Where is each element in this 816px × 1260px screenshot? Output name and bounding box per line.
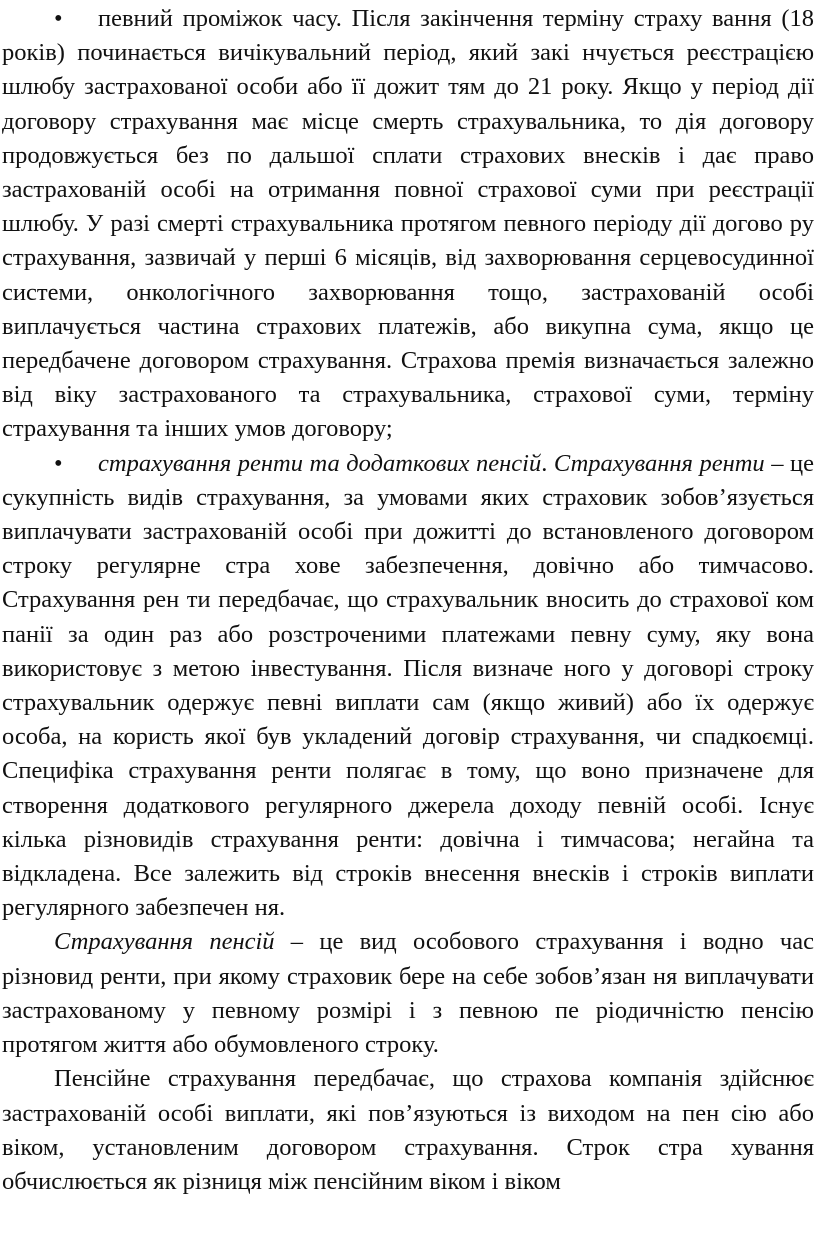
heading-separator: .: [541, 449, 554, 477]
paragraph-life-insurance-continuation: [2, 2, 814, 447]
paragraph-pension-payments: [2, 1062, 814, 1199]
document-page: [2, 2, 814, 1199]
italic-term: Страхування ренти: [553, 449, 765, 477]
italic-heading: страхування ренти та додаткових пенсій: [98, 449, 542, 477]
paragraph-text: певний проміжок часу. Після закінчення терміну страху вання (18 років) починається вичікувальний період, який закі нчується реєстрацією шлюбу застрахованої особи або її дожит тям до 21 року. Якщо у період дії договору страхування має місце смерть страхувальника, то дія договору продовжується без по дальшої сплати страхових внесків і дає право застрахованій особі на отримання повної страхової суми при реєстрації шлюбу. У разі смерті страхувальника протягом певного періоду дії догово ру страхування, зазвичай у перші 6 місяців, від захворювання серцевосудинної системи, онкологічного захворювання тощо, застрахованій особі виплачується частина страхових платежів, або викупна сума, якщо це передбачене договором страхування. Страхова премія визначається залежно від віку застрахованого та страхувальника, страхової суми, терміну страхування та інших умов договору;: [2, 5, 814, 443]
paragraph-pension-insurance: [2, 925, 814, 1062]
bullet-icon: •: [54, 5, 63, 32]
paragraph-annuity-insurance: [2, 447, 814, 926]
paragraph-text: – це сукупність видів страхування, за умовами яких страховик зобов’язується виплачувати застрахованій особі при дожитті до встановленого договором строку регулярне стра хове забезпечення, довічно або тимчасово. Страхування рен ти передбачає, що страхувальник вносить до страхової ком панії за один раз або розстроченими платежами певну суму, яку вона використовує з метою інвестування. Після визначе ного у договорі строку страхувальник одержує певні виплати сам (якщо живий) або їх одержує особа, на користь якої був укладений договір страхування, чи спадкоємці. Специфіка страхування ренти полягає в тому, що воно призначене для створення додаткового регулярного джерела доходу певній особі. Існує кілька різновидів страхування ренти: довічна і тимчасова; негайна та відкладена. Все залежить від строків внесення внесків і строків виплати регулярного забезпечен ня.: [2, 449, 814, 922]
bullet-icon: •: [54, 449, 63, 477]
paragraph-text: Пенсійне страхування передбачає, що страхова компанія здійснює застрахованій особі виплати, які пов’язуються із виходом на пен сію або віком, установленим договором страхування. Строк стра хування обчислюється як різниця між пенсійним віком і віком: [2, 1065, 814, 1195]
paragraph-text: – це вид особового страхування і водно час різновид ренти, при якому страховик бере на себе зобов’язан ня виплачувати застрахованому у певному розмірі і з певною пе ріодичністю пенсію протягом життя або обумовленого строку.: [2, 928, 814, 1059]
italic-term: Страхування пенсій: [54, 928, 275, 956]
